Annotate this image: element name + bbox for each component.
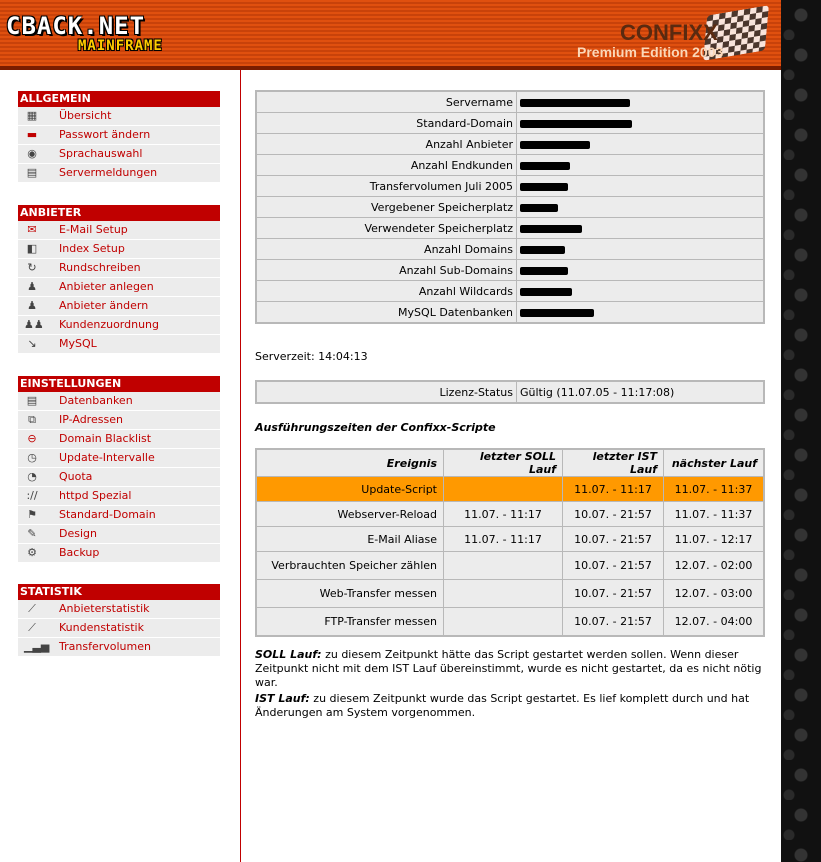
sidebar-item-uebersicht[interactable] [18,107,220,126]
confixx-logo: CONFIXX [620,20,718,45]
table-row [256,176,764,197]
sidebar-item-label: Servermeldungen [59,166,158,179]
database-icon: ▤ [26,394,38,407]
ist-term: IST Lauf: [255,692,310,705]
sidebar-item-label: Kundenzuordnung [59,318,160,331]
server-info-table [255,90,765,324]
soll-time: 11.07. - 11:17 [444,527,563,552]
soll-time [444,477,563,502]
row-label: Anzahl Domains [256,239,517,260]
redacted-value [517,197,765,218]
redacted-value [517,239,765,260]
grid-icon: ▦ [26,109,38,122]
main-content [255,90,765,719]
ist-time: 10.07. - 21:57 [563,580,664,608]
sidebar-item-kundenzuordnung[interactable] [18,316,220,335]
sidebar-item-label: Backup [59,546,100,559]
sidebar-item-httpd-spezial[interactable] [18,487,220,506]
sidebar [0,70,241,862]
event-name: Verbrauchten Speicher zählen [256,552,444,580]
envelope-icon: ✉ [27,223,37,236]
site-logo-subtitle: MAINFRAME [78,38,163,54]
ist-time: 10.07. - 21:57 [563,502,664,527]
sidebar-item-update-intervalle[interactable] [18,449,220,468]
table-row [256,91,764,113]
ist-time: 10.07. - 21:57 [563,527,664,552]
redacted-value [517,260,765,281]
ist-time: 10.07. - 21:57 [563,608,664,637]
sidebar-item-label: Passwort ändern [59,128,151,141]
sidebar-item-label: Rundschreiben [59,261,141,274]
server-time: Serverzeit: 14:04:13 [255,350,368,363]
event-name: Webserver-Reload [256,502,444,527]
block-icon: ⊖ [27,432,37,445]
sidebar-section-statistik [18,584,220,657]
table-row [256,113,764,134]
user-add-icon: ♟ [27,280,37,293]
line-chart-icon: ⟋ [28,621,36,634]
sidebar-item-label: httpd Spezial [59,489,132,502]
row-label: Anzahl Wildcards [256,281,517,302]
sidebar-section-allgemein [18,91,220,183]
soll-text: zu diesem Zeitpunkt hätte das Script gestartet werden sollen. Wenn dieser Zeitpunkt nicht mit dem IST Lauf übereinstimmt, wurde es nicht gestartet, da es nicht nötig war. [255,648,762,689]
license-label: Lizenz-Status [256,381,517,403]
sidebar-item-standard-domain[interactable] [18,506,220,525]
decorative-border [781,0,821,862]
sidebar-item-anbieter-anlegen[interactable] [18,278,220,297]
next-time: 12.07. - 03:00 [664,580,765,608]
table-row [256,381,764,403]
column-header: Ereignis [256,449,444,477]
next-time: 11.07. - 11:37 [664,502,765,527]
pencil-icon: ✎ [27,527,37,540]
sidebar-item-email-setup[interactable] [18,221,220,240]
section-title: EINSTELLUNGEN [18,376,220,392]
column-header: letzter SOLL Lauf [444,449,563,477]
sidebar-item-label: MySQL [59,337,97,350]
sidebar-item-label: Datenbanken [59,394,133,407]
table-row [256,608,764,637]
ist-time: 10.07. - 21:57 [563,552,664,580]
license-value: Gültig (11.07.05 - 11:17:08) [517,381,765,403]
sidebar-item-label: Update-Intervalle [59,451,155,464]
index-icon: ◧ [26,242,38,255]
sidebar-item-transfervolumen[interactable] [18,638,220,657]
sidebar-item-anbieter-aendern[interactable] [18,297,220,316]
row-label: Anzahl Sub-Domains [256,260,517,281]
soll-time [444,552,563,580]
column-header: letzter IST Lauf [563,449,664,477]
backup-icon: ⚙ [27,546,37,559]
clock-icon: ◷ [27,451,37,464]
next-time: 11.07. - 11:37 [664,477,765,502]
row-label: Servername [256,91,517,113]
row-label: Verwendeter Speicherplatz [256,218,517,239]
site-logo: CBACK.NET [6,12,146,40]
table-row [256,580,764,608]
sidebar-item-label: Quota [59,470,93,483]
table-row [256,218,764,239]
sidebar-item-ip-adressen[interactable] [18,411,220,430]
sidebar-item-design[interactable] [18,525,220,544]
sidebar-item-servermeldungen[interactable] [18,164,220,183]
sidebar-item-label: Sprachauswahl [59,147,143,160]
table-header-row [256,449,764,477]
schedule-title: Ausführungszeiten der Confixx-Scripte [255,421,496,434]
table-row [256,281,764,302]
table-row-highlighted [256,477,764,502]
sidebar-item-mysql[interactable] [18,335,220,354]
redacted-value [517,218,765,239]
sidebar-item-passwort[interactable] [18,126,220,145]
row-label: Anzahl Endkunden [256,155,517,176]
refresh-icon: ↻ [27,261,37,274]
sidebar-item-label: Design [59,527,97,540]
sidebar-item-label: Anbieter ändern [59,299,149,312]
table-row [256,552,764,580]
event-name: Web-Transfer messen [256,580,444,608]
message-icon: ▤ [26,166,38,179]
table-row [256,134,764,155]
sidebar-item-index-setup[interactable] [18,240,220,259]
section-title: ANBIETER [18,205,220,221]
line-chart-icon: ⟋ [28,602,36,615]
eye-icon: ◉ [27,147,37,160]
ist-text: zu diesem Zeitpunkt wurde das Script gestartet. Es lief komplett durch und hat Änderungen am System vorgenommen. [255,692,750,719]
row-label: Transfervolumen Juli 2005 [256,176,517,197]
sidebar-item-quota[interactable] [18,468,220,487]
sidebar-item-label: Domain Blacklist [59,432,152,445]
sidebar-item-kundenstatistik[interactable] [18,619,220,638]
redacted-value [517,302,765,324]
sidebar-item-label: Übersicht [59,109,112,122]
flag-icon: ⚑ [27,508,37,521]
license-table [255,380,765,404]
bar-chart-icon: ▁▃▅ [24,640,50,653]
sidebar-item-label: E-Mail Setup [59,223,128,236]
row-label: MySQL Datenbanken [256,302,517,324]
sidebar-item-label: IP-Adressen [59,413,123,426]
ist-time: 11.07. - 11:17 [563,477,664,502]
table-row [256,527,764,552]
sidebar-item-label: Transfervolumen [59,640,151,653]
user-edit-icon: ♟ [27,299,37,312]
sidebar-section-anbieter [18,205,220,354]
sidebar-item-backup[interactable] [18,544,220,563]
ist-note [255,692,765,720]
dolphin-icon: ↘ [27,337,37,350]
sidebar-item-domain-blacklist[interactable] [18,430,220,449]
header-banner [0,0,781,70]
table-row [256,239,764,260]
sidebar-item-label: Anbieter anlegen [59,280,154,293]
section-title: STATISTIK [18,584,220,600]
table-row [256,155,764,176]
event-name: Update-Script [256,477,444,502]
sidebar-item-rundschreiben[interactable] [18,259,220,278]
soll-term: SOLL Lauf: [255,648,322,661]
redacted-value [517,176,765,197]
slash-icon: :// [26,489,38,502]
column-header: nächster Lauf [664,449,765,477]
confixx-edition: Premium Edition 2003 [577,44,724,60]
next-time: 11.07. - 12:17 [664,527,765,552]
users-icon: ♟♟ [24,318,44,331]
row-label: Standard-Domain [256,113,517,134]
redacted-value [517,113,765,134]
sidebar-item-label: Anbieterstatistik [59,602,150,615]
soll-note [255,648,765,690]
sidebar-item-anbieterstatistik[interactable] [18,600,220,619]
network-icon: ⧉ [28,413,36,426]
table-row [256,260,764,281]
sidebar-item-label: Index Setup [59,242,125,255]
event-name: FTP-Transfer messen [256,608,444,637]
sidebar-item-label: Standard-Domain [59,508,156,521]
soll-time [444,580,563,608]
soll-time: 11.07. - 11:17 [444,502,563,527]
row-label: Vergebener Speicherplatz [256,197,517,218]
row-label: Anzahl Anbieter [256,134,517,155]
table-row [256,502,764,527]
next-time: 12.07. - 04:00 [664,608,765,637]
gauge-icon: ◔ [27,470,37,483]
next-time: 12.07. - 02:00 [664,552,765,580]
sidebar-item-sprachauswahl[interactable] [18,145,220,164]
table-row [256,302,764,324]
sidebar-item-label: Kundenstatistik [59,621,144,634]
redacted-value [517,91,765,113]
redacted-value [517,155,765,176]
redacted-value [517,281,765,302]
password-icon: ▬ [26,128,38,141]
sidebar-section-einstellungen [18,376,220,563]
sidebar-item-datenbanken[interactable] [18,392,220,411]
redacted-value [517,134,765,155]
table-row [256,197,764,218]
event-name: E-Mail Aliase [256,527,444,552]
schedule-table [255,448,765,637]
soll-time [444,608,563,637]
section-title: ALLGEMEIN [18,91,220,107]
